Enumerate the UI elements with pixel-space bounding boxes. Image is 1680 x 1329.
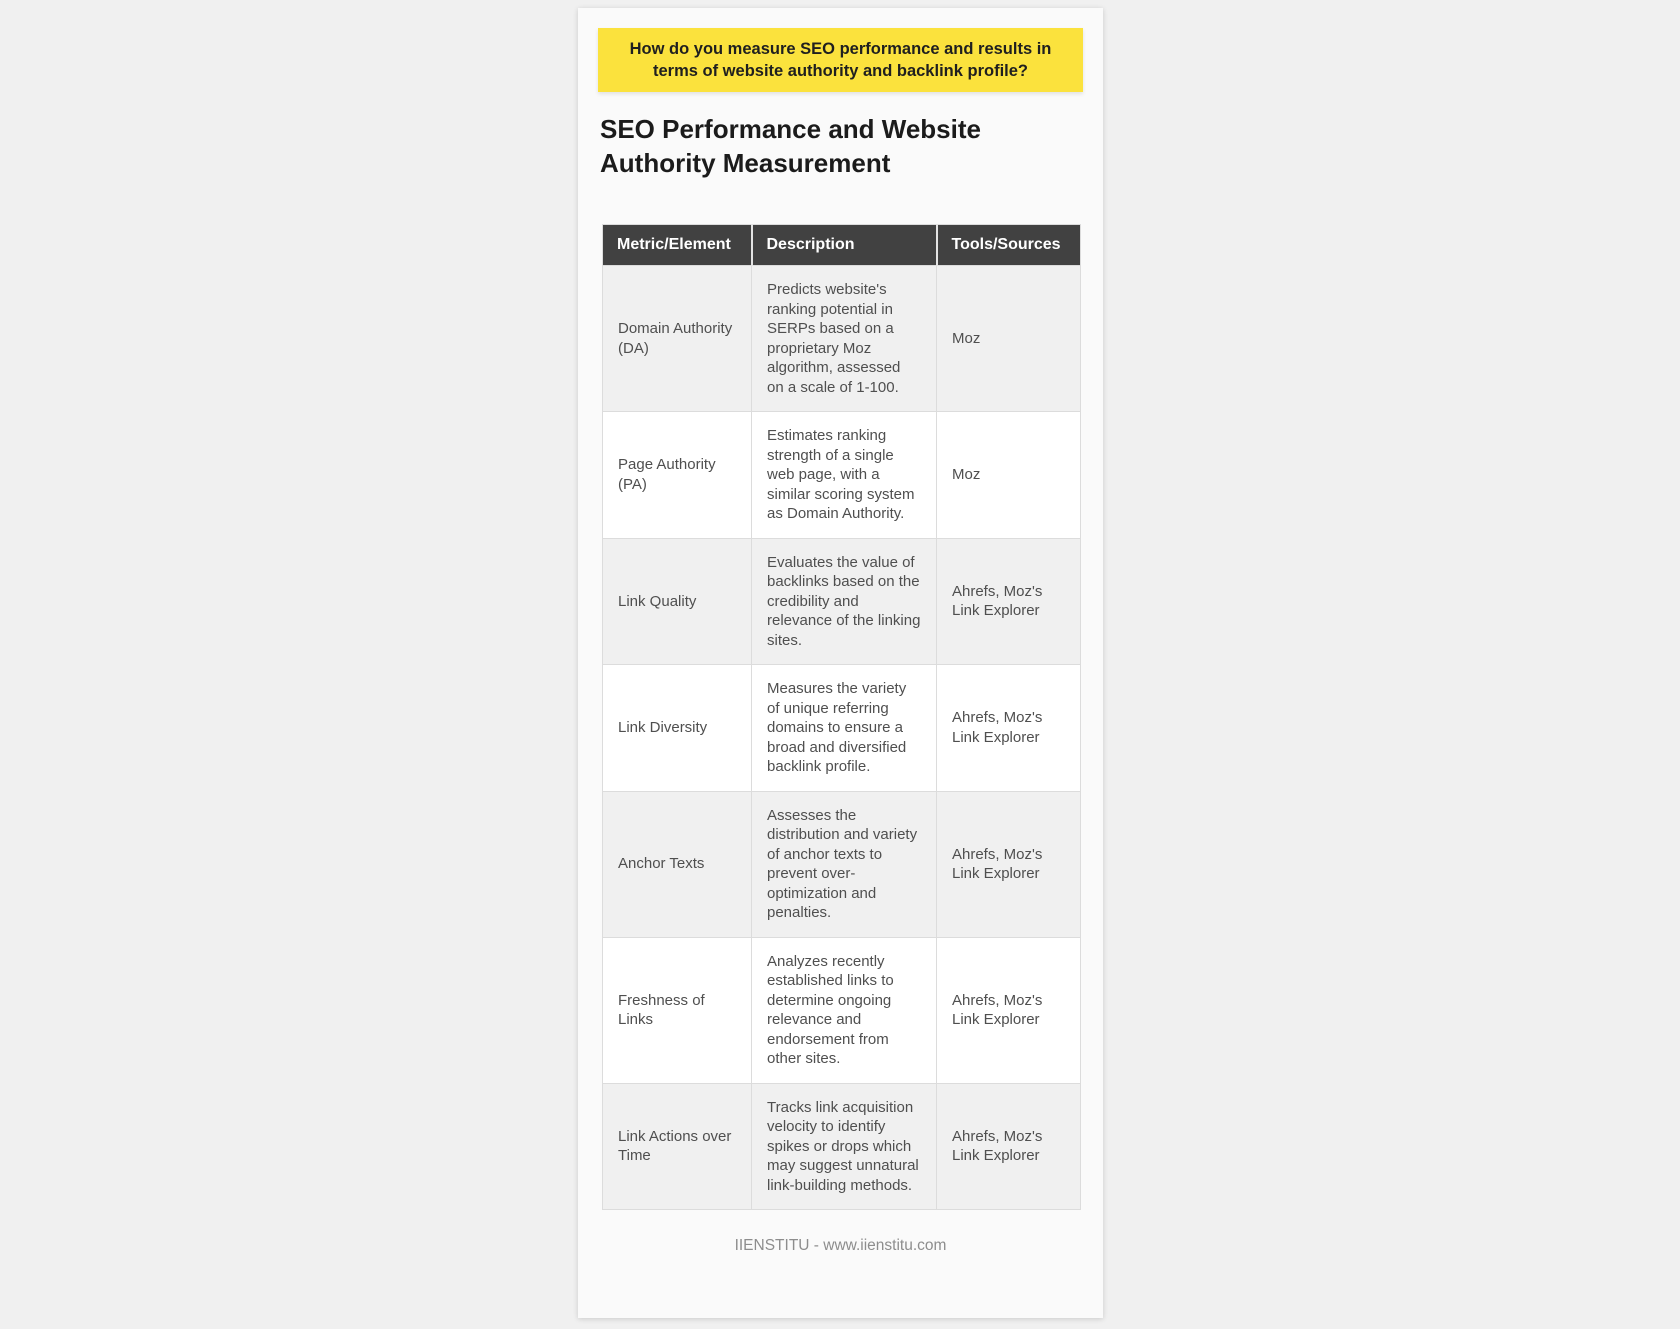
description-cell: Evaluates the value of backlinks based on the credibility and relevance of the linking sites. <box>752 538 937 665</box>
table-row <box>603 665 1081 792</box>
tools-cell: Moz <box>937 266 1081 412</box>
column-header-tools: Tools/Sources <box>937 225 1081 266</box>
table-row <box>603 412 1081 539</box>
tools-cell: Ahrefs, Moz's Link Explorer <box>937 791 1081 937</box>
tools-cell: Ahrefs, Moz's Link Explorer <box>937 1083 1081 1210</box>
table-row <box>603 791 1081 937</box>
tools-cell: Ahrefs, Moz's Link Explorer <box>937 538 1081 665</box>
table-row <box>603 266 1081 412</box>
metric-cell: Domain Authority (DA) <box>603 266 752 412</box>
table-body <box>603 266 1081 1210</box>
table-row <box>603 1083 1081 1210</box>
description-cell: Analyzes recently established links to determine ongoing relevance and endorsement from other sites. <box>752 937 937 1083</box>
metric-cell: Link Actions over Time <box>603 1083 752 1210</box>
table-row <box>603 538 1081 665</box>
metric-cell: Page Authority (PA) <box>603 412 752 539</box>
metric-cell: Freshness of Links <box>603 937 752 1083</box>
metric-cell: Link Quality <box>603 538 752 665</box>
description-cell: Estimates ranking strength of a single web page, with a similar scoring system as Domain Authority. <box>752 412 937 539</box>
question-highlight: How do you measure SEO performance and results in terms of website authority and backlink profile? <box>598 28 1083 92</box>
tools-cell: Ahrefs, Moz's Link Explorer <box>937 937 1081 1083</box>
description-cell: Measures the variety of unique referring domains to ensure a broad and diversified backlink profile. <box>752 665 937 792</box>
content-card <box>578 8 1103 1318</box>
metric-cell: Link Diversity <box>603 665 752 792</box>
seo-metrics-table <box>602 224 1081 1210</box>
description-cell: Assesses the distribution and variety of anchor texts to prevent over-optimization and penalties. <box>752 791 937 937</box>
footer-attribution: IIENSTITU - www.iienstitu.com <box>734 1237 947 1254</box>
table-header-row <box>603 225 1081 266</box>
page-title: SEO Performance and Website Authority Measurement <box>600 114 981 178</box>
column-header-description: Description <box>752 225 937 266</box>
metric-cell: Anchor Texts <box>603 791 752 937</box>
tools-cell: Moz <box>937 412 1081 539</box>
description-cell: Predicts website's ranking potential in SERPs based on a proprietary Moz algorithm, assessed on a scale of 1-100. <box>752 266 937 412</box>
tools-cell: Ahrefs, Moz's Link Explorer <box>937 665 1081 792</box>
description-cell: Tracks link acquisition velocity to identify spikes or drops which may suggest unnatural link-building methods. <box>752 1083 937 1210</box>
table-row <box>603 937 1081 1083</box>
column-header-metric: Metric/Element <box>603 225 752 266</box>
